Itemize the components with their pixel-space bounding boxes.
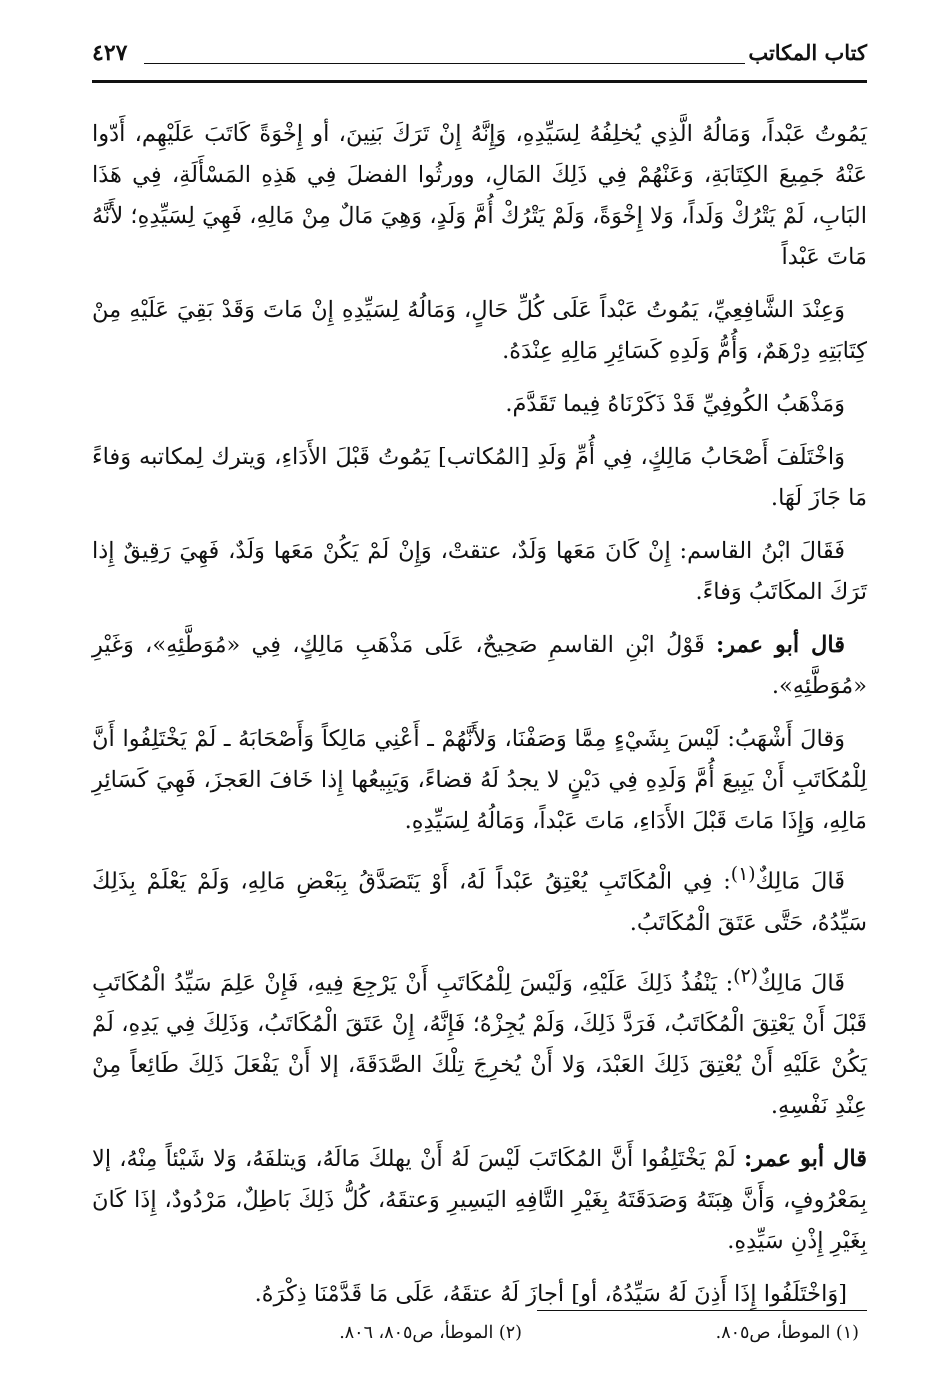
paragraph: فَقَالَ ابْنُ القاسم: إِنْ كَانَ مَعَها وَلَدٌ، عتقتْ، وَإِنْ لَمْ يَكُنْ مَعَها وَلَدٌ، فَهِيَ رَقِيقٌ إِذا تَرَكَ المكَاتَبُ وَفاءً. xyxy=(92,538,867,605)
running-title: كتاب المكاتب xyxy=(748,40,867,65)
footnote-1: (١) الموطأ، ص٨٠٥. xyxy=(715,1323,859,1343)
footnote-2: (٢) الموطأ، ص٨٠٥، ٨٠٦. xyxy=(339,1323,522,1343)
paragraph: وَاخْتَلَفَ أَصْحَابُ مَالِكٍ، فِي أُمِّ وَلَدِ [المُكاتب] يَمُوتُ قَبْلَ الأَدَاءِ، وَيترك لِمكاتبه وَفاءً مَا جَازَ لَهَا. xyxy=(92,444,867,511)
author-lead: قال أبو عمر: xyxy=(743,1146,867,1172)
page-header xyxy=(92,30,867,74)
paragraph: وَعِنْدَ الشَّافِعِيِّ، يَمُوتُ عَبْداً عَلَى كُلِّ حَالٍ، وَمَالُهُ لِسَيِّدِهِ إِنْ مَاتَ وَقَدْ بَقِيَ عَلَيْهِ مِنْ كِتَابَتِهِ دِرْهَمٌ، وَأُمُّ وَلَدِهِ كَسَائِرِ مَالِهِ عِنْدَهُ. xyxy=(92,297,867,364)
paragraph-text: : فِي الْمُكَاتَبِ يُعْتِقُ عَبْداً لَهُ، أَوْ يَتَصَدَّقُ بِبَعْضِ مَالِهِ، وَلَمْ يَعْلَمْ بِذَلِكَ سَيِّدُهُ، حَتَّى عَتَقَ الْمُكَاتَبُ. xyxy=(92,868,867,936)
paragraph xyxy=(92,854,867,944)
header-line xyxy=(144,63,745,64)
book-page xyxy=(92,30,867,1370)
body-text xyxy=(92,114,867,1327)
paragraph xyxy=(92,625,867,707)
page-number: ٤٢٧ xyxy=(92,40,128,66)
paragraph-text: قَوْلُ ابْنِ القاسمِ صَحِيحٌ، عَلَى مَذْهَبِ مَالِكٍ، فِي «مُوَطَّئِهِ»، وَغَيْرِ «مُوَطَّئِهِ». xyxy=(92,632,867,699)
paragraph-text: قَالَ مَالِكٌ xyxy=(755,868,845,895)
footnote-ref: (١) xyxy=(730,864,756,885)
paragraph: وَمَذْهَبُ الكُوفِيِّ قَدْ ذَكَرْنَاهُ فِيما تَقَدَّمَ. xyxy=(505,391,845,417)
header-rule xyxy=(92,80,867,83)
paragraph-text: قَالَ مَالِكٌ xyxy=(757,970,846,996)
paragraph: وَقالَ أَشْهَبُ: لَيْسَ بِشَيْءٍ مِمَّا وَصَفْنَا، وَلأَنَّهُمْ ـ أَعْنِي مَالِكاً وَأَصْحَابَهُ ـ لَمْ يَخْتَلِفُوا أَنَّ لِلْمُكَاتَبِ أَنْ يَبِيعَ أُمَّ وَلَدِهِ فِي دَيْنٍ لا يجدُ لَهُ قضاءً، وَيَبِيعُها إِذا خَافَ العَجزَ، فَهِيَ كَسَائِرِ مَالِهِ، وَإِذَا مَاتَ قَبْلَ الأَدَاءِ، مَاتَ عَبْداً، وَمَالُهُ لِسَيِّدِهِ. xyxy=(92,726,867,834)
paragraph: [وَاخْتَلَفُوا إِذَا أَذِنَ لَهُ سَيِّدُهُ، أو] أجازَ لَهُ عتقَهُ، عَلَى مَا قَدَّمْنَا ذِكْرَهُ. xyxy=(254,1281,847,1307)
paragraph: يَمُوتُ عَبْداً، وَمَالُهُ الَّذِي يُخلِفُهُ لِسَيِّدِهِ، وَإِنَّهُ إِنْ تَرَكَ بَنِينَ، أو إِخْوَةً كَاتَبَ عَلَيْهِم، أَدّوا عَنْهُ جَمِيعَ الكِتَابَةِ، وَعَنْهُمْ فِي ذَلِكَ المَالِ، وورثُوا الفضلَ فِي هَذِهِ المَسْأَلَةِ، فِي هَذَا البَابِ، لَمْ يَتْرُكْ وَلَداً، وَلا إِخْوَةً، وَلَمْ يَتْرُكْ أُمَّ وَلَدٍ، وَهِيَ مَالٌ مِنْ مَالِهِ، فَهِيَ لِسَيِّدِهِ؛ لأَنَّهُ مَاتَ عَبْداً xyxy=(92,121,867,270)
paragraph xyxy=(92,956,867,1128)
footnote-rule xyxy=(537,1310,867,1311)
paragraph xyxy=(92,1139,867,1262)
paragraph-text: لَمْ يَخْتَلِفُوا أَنَّ المُكَاتَبَ لَيْسَ لَهُ أَنْ يهلكَ مَالَهُ، وَيتلفَهُ، وَلا شَيْئاً مِنْهُ، إلا بِمَعْرُوفٍ، وَأَنَّ هِبَتَهُ وَصَدَقَتَهُ بِغَيْرِ التَّافِهِ اليَسِيرِ وَعتقَهُ، كُلُّ ذَلِكَ بَاطِلٌ، مَرْدُودٌ، إِذَا كَانَ بِغَيْرِ إِذْنِ سَيِّدِهِ. xyxy=(92,1146,867,1254)
footnote-ref: (٢) xyxy=(733,965,758,987)
paragraph-text: : يَنْفُذُ ذَلِكَ عَلَيْهِ، وَلَيْسَ لِلْمُكَاتَبِ أَنْ يَرْجِعَ فِيهِ، فَإِنْ عَلِمَ سَيِّدُ الْمُكَاتَبِ قَبْلَ أَنْ يَعْتِقَ الْمُكَاتَبُ، فَرَدَّ ذَلِكَ، وَلَمْ يُجِزْهُ؛ فَإِنَّهُ، إِنْ عَتَقَ الْمُكَاتَبُ، وَذَلِكَ فِي يَدِهِ، لَمْ يَكُنْ عَلَيْهِ أَنْ يُعْتِقَ ذَلِكَ العَبْدَ، وَلا أَنْ يُخرِجَ تِلْكَ الصَّدَقَةَ، إلا أَنْ يَفْعَلَ ذَلِكَ طَائِعاً مِنْ عِنْدِ نَفْسِهِ. xyxy=(92,970,867,1119)
author-lead: قال أبو عمر: xyxy=(715,632,846,658)
